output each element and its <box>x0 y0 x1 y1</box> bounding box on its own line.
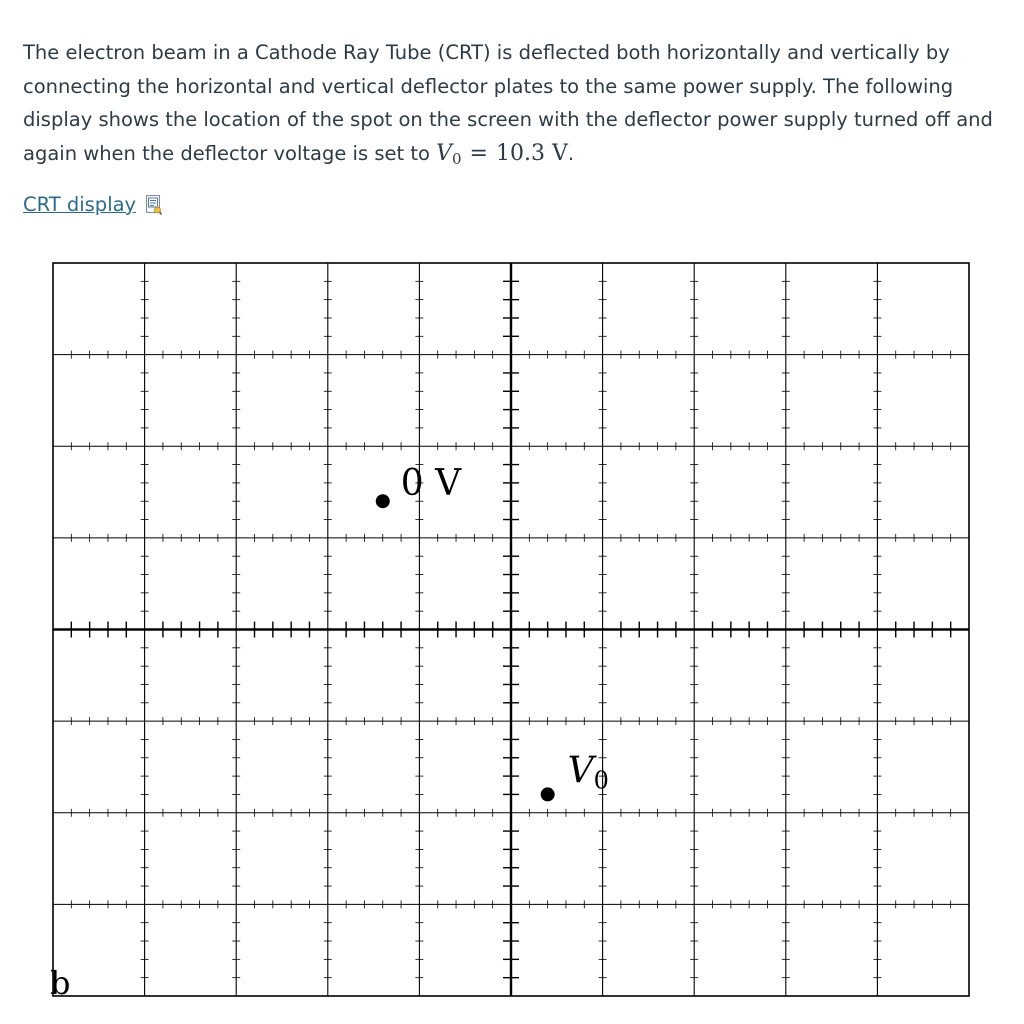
equals-sign: = <box>469 140 488 166</box>
spot-v0 <box>541 787 555 801</box>
spot-0v-label: 0 V <box>400 463 462 505</box>
spot-v0-label: V0 <box>567 750 609 795</box>
corner-label: b <box>50 964 71 1002</box>
end-punctuation: . <box>567 141 575 165</box>
voltage-value: 10.3 V <box>495 140 568 166</box>
problem-text: The electron beam in a Cathode Ray Tube (CRT) is deflected both horizontally and vertically by connecting the horizontal and vertical deflector plates to the same power supply. The following display shows the location of the spot on the screen with the deflector power supply turned off and again when the deflector voltage is set to <box>23 41 993 165</box>
spot-0v <box>376 494 390 508</box>
voltage-symbol: V <box>436 140 452 166</box>
crt-display-link[interactable]: CRT display <box>23 193 137 216</box>
voltage-subscript: 0 <box>452 149 462 168</box>
